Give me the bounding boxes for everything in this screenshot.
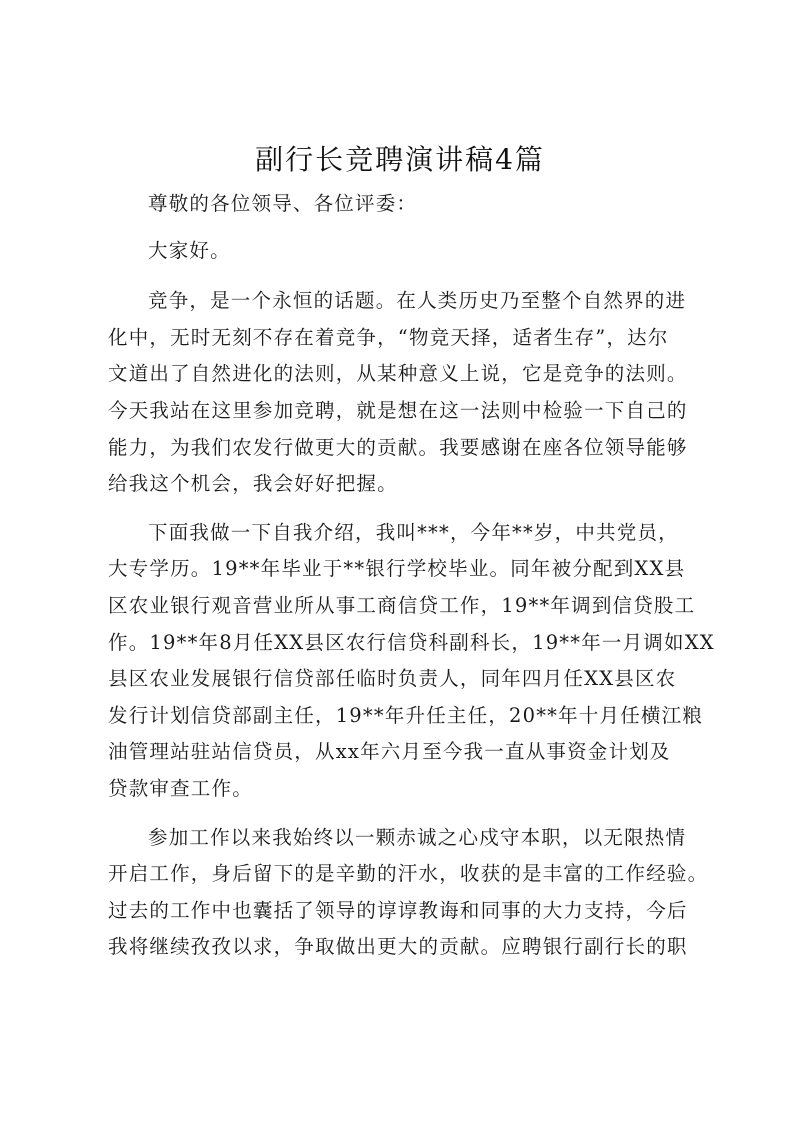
paragraph-line: 竞争，是一个永恒的话题。在人类历史乃至整个自然界的进 <box>148 289 687 313</box>
document-title: 副行长竞聘演讲稿4篇 <box>255 143 545 176</box>
paragraph-line: 参加工作以来我始终以一颗赤诚之心戍守本职，以无限热情 <box>148 825 687 849</box>
paragraph-line: 贷款审查工作。 <box>108 776 253 800</box>
paragraph-line: 大专学历。19**年毕业于**银行学校毕业。同年被分配到XX县 <box>108 557 686 581</box>
paragraph-line: 油管理站驻站信贷员，从xx年六月至今我一直从事资金计划及 <box>108 740 671 764</box>
paragraph-line: 下面我做一下自我介绍，我叫***，今年**岁，中共党员， <box>148 520 679 544</box>
paragraph-line: 作。19**年8月任XX县区农行信贷科副科长，19**年一月调如XX <box>108 630 715 654</box>
salutation-line: 尊敬的各位领导、各位评委： <box>148 192 418 215</box>
document-body <box>108 186 715 966</box>
paragraph-line: 今天我站在这里参加竞聘，就是想在这一法则中检验一下自己的 <box>108 398 688 422</box>
paragraph-line: 能力，为我们农发行做更大的贡献。我要感谢在座各位领导能够 <box>108 435 688 459</box>
paragraph-line: 我将继续孜孜以求，争取做出更大的贡献。应聘银行副行长的职 <box>108 935 688 959</box>
paragraph-line: 区农业银行观音营业所从事工商信贷工作，19**年调到信贷股工 <box>108 593 696 617</box>
paragraph-line: 县区农业发展银行信贷部任临时负责人，同年四月任XX县区农 <box>108 667 677 691</box>
paragraph-line: 过去的工作中也囊括了领导的谆谆教诲和同事的大力支持，今后 <box>108 898 688 922</box>
paragraph-line: 开启工作，身后留下的是辛勤的汗水，收获的是丰富的工作经验。 <box>108 862 709 886</box>
greeting-line: 大家好。 <box>148 238 231 262</box>
paragraph-line: 化中，无时无刻不存在着竞争，“物竞天择，适者生存”，达尔 <box>108 325 669 349</box>
paragraph-line: 文道出了自然进化的法则，从某种意义上说，它是竞争的法则。 <box>108 362 688 386</box>
paragraph-line: 给我这个机会，我会好好把握。 <box>108 472 398 496</box>
paragraph-line: 发行计划信贷部副主任，19**年升任主任，20**年十月任横江粮 <box>108 703 704 727</box>
